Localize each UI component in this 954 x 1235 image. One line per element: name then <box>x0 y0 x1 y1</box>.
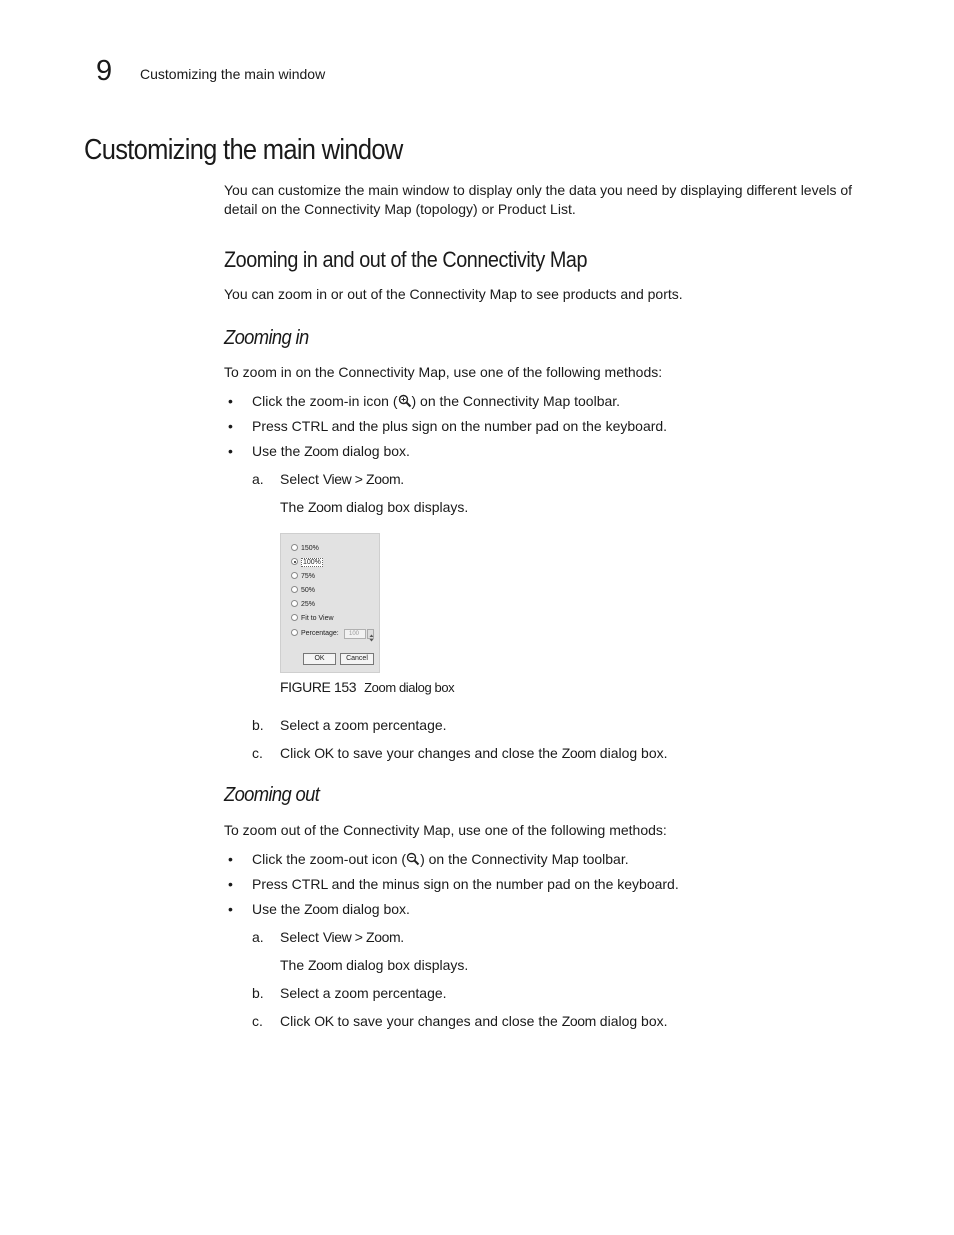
zooming-out-heading: Zooming out <box>224 784 320 806</box>
option-label: 75% <box>301 573 316 580</box>
ok-button[interactable]: OK <box>303 653 336 665</box>
ui-term: OK <box>314 1013 334 1029</box>
text: dialog box. <box>595 745 668 761</box>
zooming-in-heading: Zooming in <box>224 327 309 349</box>
text: to save your changes and close the <box>333 1013 562 1029</box>
step-letter: a. <box>252 929 264 945</box>
zoom-out-step-c <box>280 1012 668 1030</box>
bullet-marker: • <box>228 443 233 459</box>
zoom-in-icon <box>398 394 412 408</box>
page-title: Customizing the main window <box>84 134 403 166</box>
ui-term: View > Zoom <box>322 471 401 487</box>
zoom-out-icon <box>406 852 420 866</box>
ui-term: Zoom <box>304 901 339 917</box>
ui-term: Zoom <box>308 957 343 973</box>
option-label: 150% <box>301 545 319 552</box>
figure-label: FIGURE 153 <box>280 679 357 695</box>
zoom-out-method-dialog <box>252 900 410 918</box>
zoom-out-step-a <box>280 928 404 946</box>
text: ) on the Connectivity Map toolbar. <box>420 851 629 867</box>
chapter-number: 9 <box>96 55 113 87</box>
cancel-button[interactable]: Cancel <box>340 653 374 665</box>
option-label: 25% <box>301 601 316 608</box>
zoom-option-25[interactable] <box>291 600 315 610</box>
text: The <box>280 957 309 973</box>
text: Click the zoom-out icon ( <box>252 851 407 867</box>
zoom-in-step-c <box>280 744 668 762</box>
zooming-in-intro: To zoom in on the Connectivity Map, use one of the following methods: <box>224 364 663 380</box>
zoom-option-150[interactable] <box>291 544 319 554</box>
running-header-title: Customizing the main window <box>140 66 326 82</box>
step-letter: c. <box>252 745 263 761</box>
zoom-in-step-a <box>280 470 404 488</box>
text: Click <box>280 745 315 761</box>
zoom-option-percentage[interactable] <box>291 629 339 639</box>
radio-icon <box>291 572 298 579</box>
step-letter: b. <box>252 985 264 1001</box>
bullet-marker: • <box>228 851 233 867</box>
section-paragraph: You can zoom in or out of the Connectivity Map to see products and ports. <box>224 286 683 302</box>
zoom-out-method-icon <box>252 850 629 868</box>
zoom-in-method-icon <box>252 392 620 410</box>
figure-title: Zoom dialog box <box>364 680 455 695</box>
radio-icon <box>291 600 298 607</box>
zoom-option-fit-to-view[interactable] <box>291 614 334 624</box>
text: Click <box>280 1013 315 1029</box>
zoom-option-75[interactable] <box>291 572 315 582</box>
percentage-spinner[interactable] <box>367 629 374 639</box>
ui-term: Zoom <box>308 499 343 515</box>
step-letter: a. <box>252 471 264 487</box>
figure-caption <box>280 678 454 697</box>
option-label: 100% <box>303 559 321 566</box>
zoom-out-step-a-note <box>280 956 468 974</box>
zoom-option-50[interactable] <box>291 586 315 596</box>
text: dialog box. <box>338 443 410 459</box>
text: ) on the Connectivity Map toolbar. <box>411 393 621 409</box>
option-label: Fit to View <box>301 615 334 622</box>
radio-icon <box>291 614 298 621</box>
zoom-dialog-figure <box>280 533 380 673</box>
text: . <box>400 471 405 487</box>
radio-icon <box>291 544 298 551</box>
text: to save your changes and close the <box>333 745 562 761</box>
text: Use the <box>252 901 305 917</box>
text: Click the zoom-in icon ( <box>252 393 398 409</box>
step-letter: c. <box>252 1013 263 1029</box>
percentage-input[interactable]: 100 <box>344 629 366 639</box>
ui-term: Zoom <box>561 1013 596 1029</box>
ui-term: OK <box>314 745 334 761</box>
zoom-in-step-b: Select a zoom percentage. <box>280 717 447 733</box>
bullet-marker: • <box>228 876 233 892</box>
radio-icon <box>291 629 298 636</box>
section-heading: Zooming in and out of the Connectivity Map <box>224 247 588 272</box>
option-label: Percentage: <box>301 630 339 637</box>
ui-term: View > Zoom <box>322 929 401 945</box>
text: Use the <box>252 443 305 459</box>
text: Select <box>280 929 323 945</box>
zoom-option-100[interactable] <box>291 558 323 568</box>
text: dialog box displays. <box>342 957 469 973</box>
zoom-out-step-b: Select a zoom percentage. <box>280 985 447 1001</box>
text: dialog box. <box>595 1013 668 1029</box>
radio-selected-icon <box>291 558 298 565</box>
zooming-out-intro: To zoom out of the Connectivity Map, use one of the following methods: <box>224 822 667 838</box>
bullet-marker: • <box>228 393 233 409</box>
text: Select <box>280 471 323 487</box>
bullet-marker: • <box>228 418 233 434</box>
zoom-in-method-keyboard: Press CTRL and the plus sign on the number pad on the keyboard. <box>252 418 668 434</box>
zoom-out-method-keyboard: Press CTRL and the minus sign on the number pad on the keyboard. <box>252 876 679 892</box>
text: dialog box. <box>338 901 410 917</box>
intro-paragraph: You can customize the main window to display only the data you need by displaying different levels of detail on the Connectivity Map (topology) or Product List. <box>224 182 853 217</box>
zoom-in-method-dialog <box>252 442 410 460</box>
step-letter: b. <box>252 717 264 733</box>
zoom-in-step-a-note <box>280 498 468 516</box>
option-label: 50% <box>301 587 316 594</box>
radio-icon <box>291 586 298 593</box>
text: dialog box displays. <box>342 499 469 515</box>
bullet-marker: • <box>228 901 233 917</box>
ui-term: Zoom <box>304 443 339 459</box>
ui-term: Zoom <box>561 745 596 761</box>
text: . <box>400 929 405 945</box>
text: The <box>280 499 309 515</box>
